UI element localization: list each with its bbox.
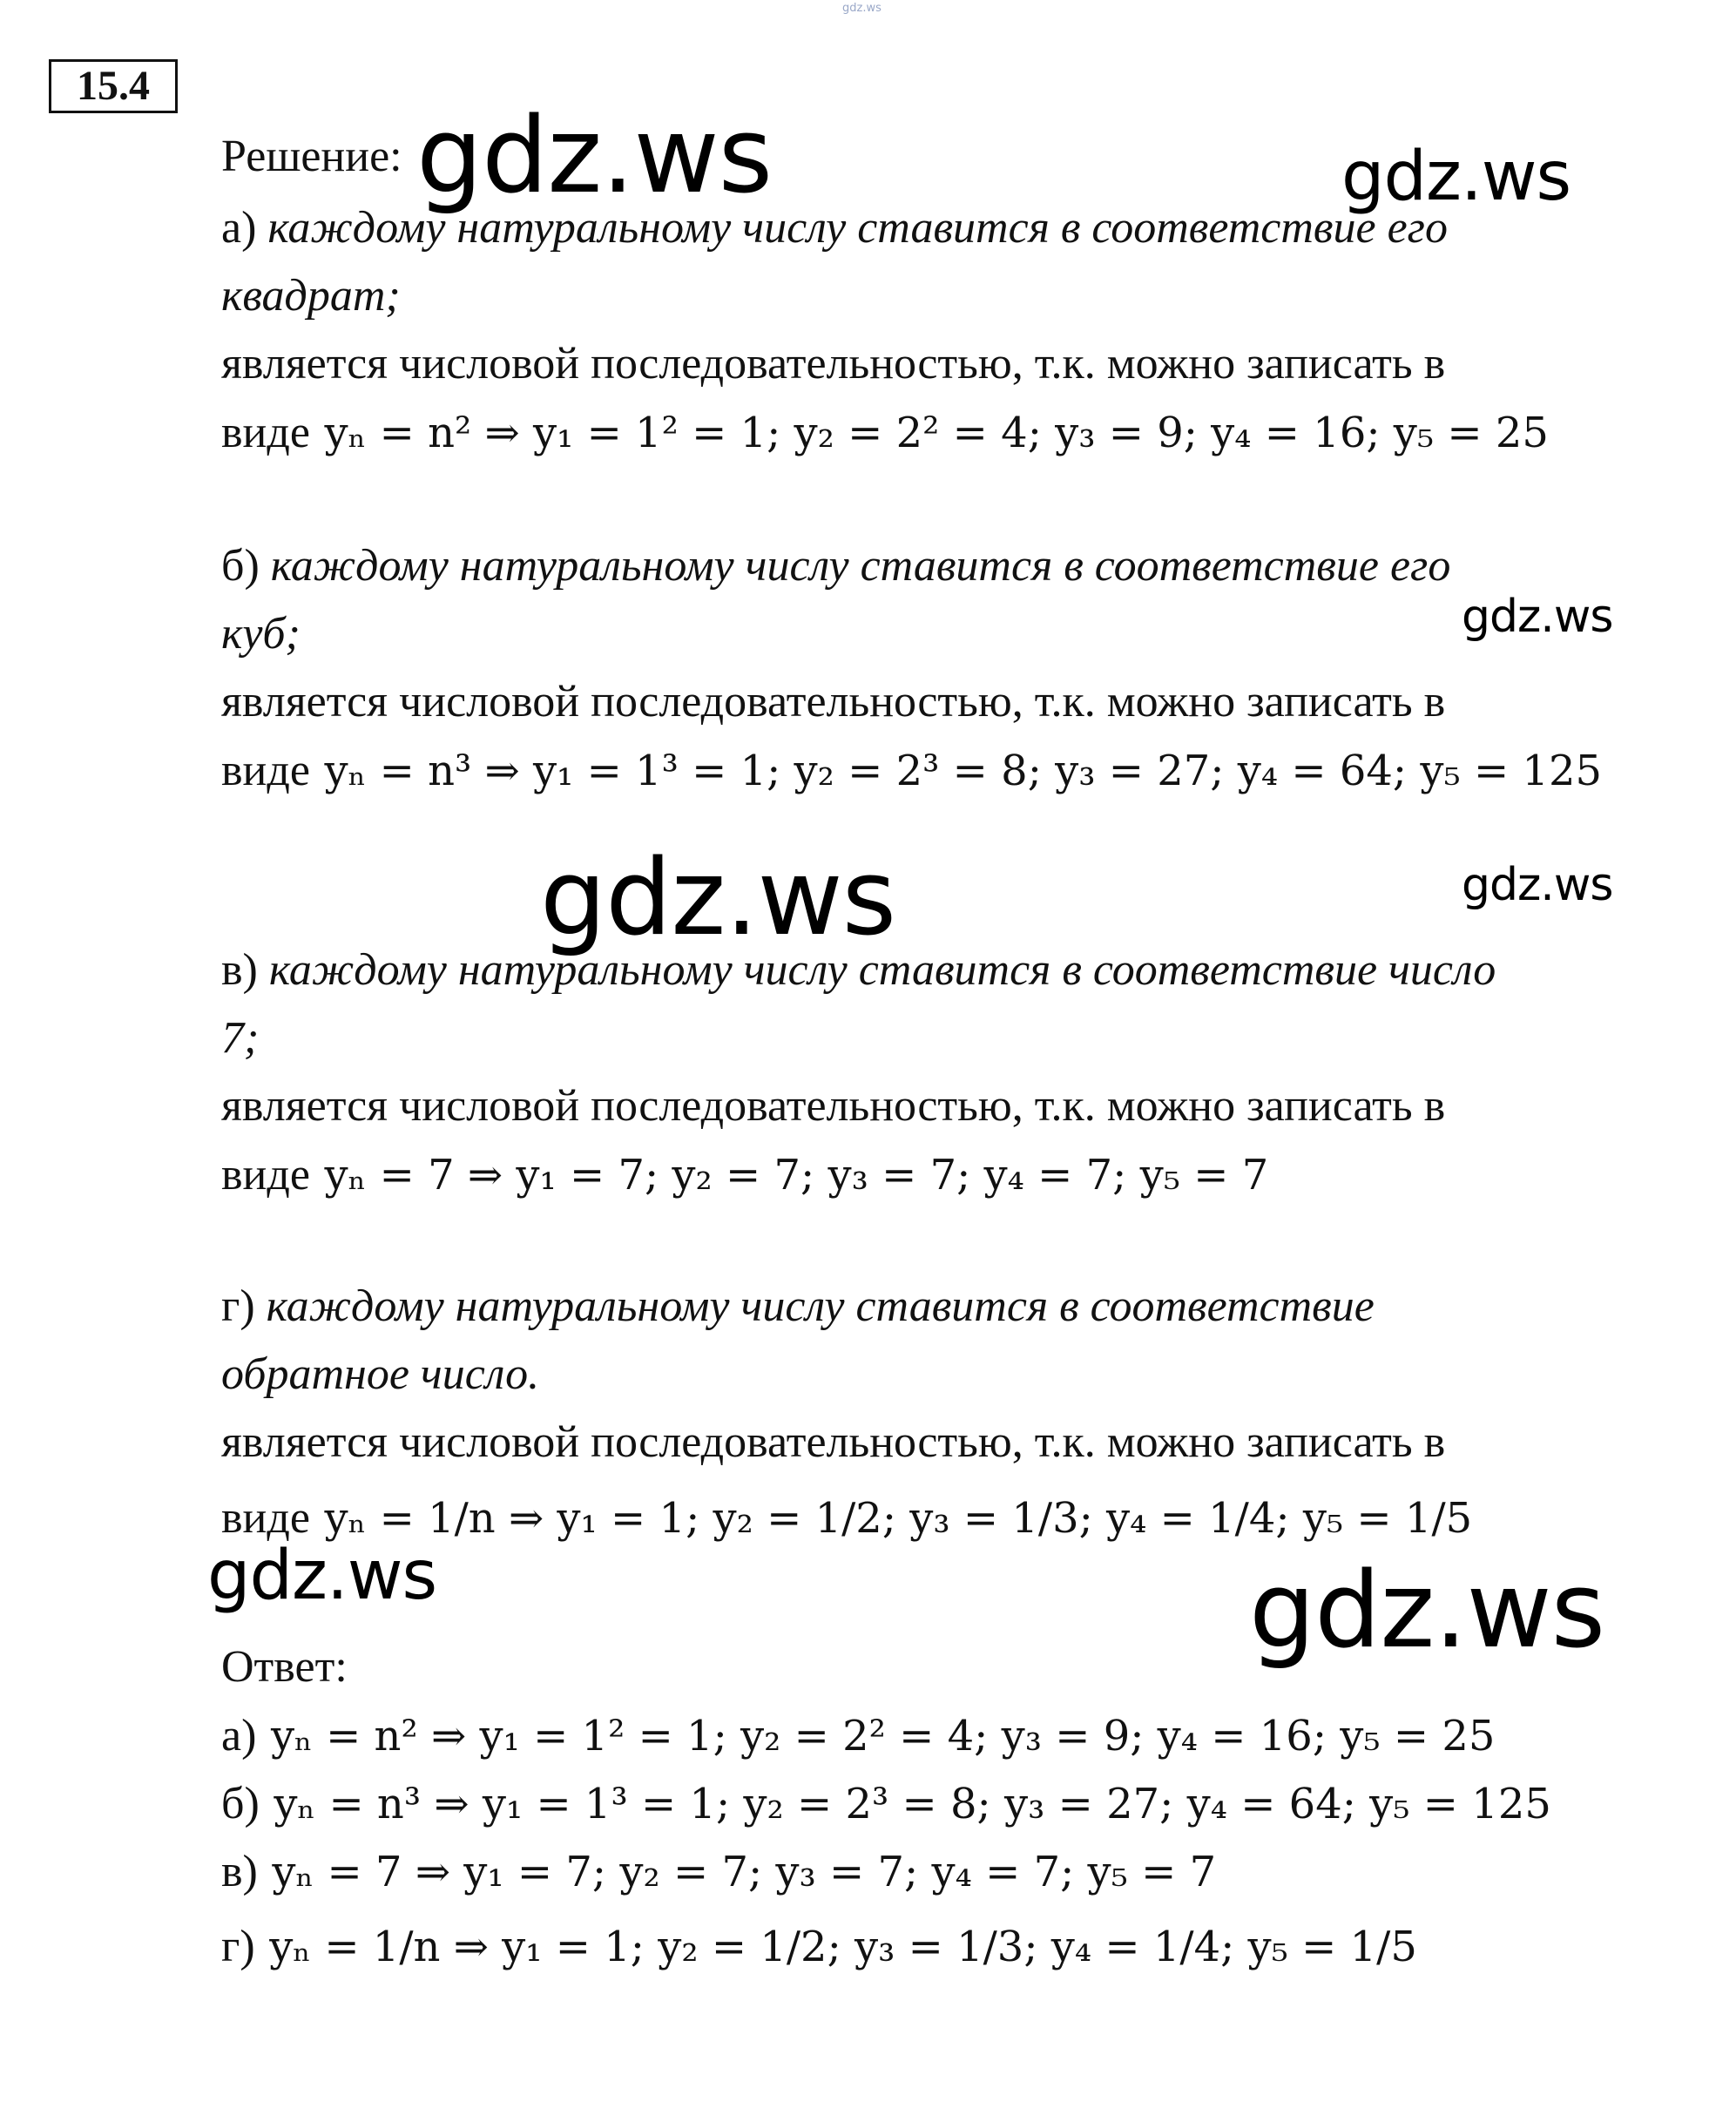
part-g-line2: обратное число. [221, 1349, 540, 1399]
part-g-vide: виде [221, 1493, 310, 1543]
answer-g-label: г) [221, 1922, 255, 1971]
watermark-2: gdz.ws [1341, 138, 1571, 216]
watermark-4: gdz.ws [540, 838, 896, 959]
answer-g-formula: yₙ = 1/n ⇒ y₁ = 1; y₂ = 1/2; y₃ = 1/3; y₄ = 1/4; y₅ = 1/5 [269, 1923, 1417, 1971]
part-v-line2: 7; [221, 1013, 260, 1063]
part-b-formula: yₙ = n³ ⇒ y₁ = 1³ = 1; y₂ = 2³ = 8; y₃ = 27; y₄ = 64; y₅ = 125 [324, 747, 1603, 795]
part-v-label: в) [221, 945, 258, 995]
answer-v-label: в) [221, 1847, 258, 1896]
part-v-intro: является числовой последовательностью, т.к. можно записать в [221, 1081, 1446, 1131]
problem-number: 15.4 [49, 59, 178, 113]
part-a-label: а) [221, 203, 257, 253]
part-b-line2: куб; [221, 609, 301, 659]
watermark-1: gdz.ws [416, 96, 773, 217]
answer-b-label: б) [221, 1779, 260, 1828]
answer-a-label: а) [221, 1711, 257, 1761]
part-a-vide: виде [221, 408, 310, 457]
watermark-5: gdz.ws [1462, 859, 1613, 911]
part-a-line1: каждому натуральному числу ставится в соответствие его [267, 203, 1448, 253]
header-watermark: gdz.ws [842, 2, 882, 15]
part-a-formula: yₙ = n² ⇒ y₁ = 1² = 1; y₂ = 2² = 4; y₃ = 9; y₄ = 16; y₅ = 25 [324, 409, 1549, 457]
part-a-formula-line [221, 406, 1549, 459]
answer-v [221, 1845, 1216, 1898]
watermark-6: gdz.ws [207, 1537, 437, 1615]
part-v-formula-line [221, 1148, 1268, 1201]
part-v-vide: виде [221, 1150, 310, 1200]
part-g-label: г) [221, 1281, 255, 1331]
watermark-3: gdz.ws [1462, 591, 1613, 643]
part-g-line1: каждому натуральному числу ставится в соответствие [266, 1281, 1375, 1331]
part-g-formula: yₙ = 1/n ⇒ y₁ = 1; y₂ = 1/2; y₃ = 1/3; y₄ = 1/4; y₅ = 1/5 [324, 1494, 1473, 1543]
answer-a-formula: yₙ = n² ⇒ y₁ = 1² = 1; y₂ = 2² = 4; y₃ = 9; y₄ = 16; y₅ = 25 [270, 1712, 1496, 1761]
part-b-label: б) [221, 541, 260, 591]
answer-b-formula: yₙ = n³ ⇒ y₁ = 1³ = 1; y₂ = 2³ = 8; y₃ = 27; y₄ = 64; y₅ = 125 [274, 1780, 1551, 1828]
part-g-description [221, 1281, 1375, 1333]
part-g-intro: является числовой последовательностью, т.к. можно записать в [221, 1417, 1446, 1467]
part-a-line2: квадрат; [221, 271, 401, 321]
part-b-formula-line [221, 744, 1602, 797]
part-b-description [221, 540, 1450, 592]
part-v-line1: каждому натуральному числу ставится в соответствие число [268, 945, 1496, 995]
part-v-formula: yₙ = 7 ⇒ y₁ = 7; y₂ = 7; y₃ = 7; y₄ = 7; y₅ = 7 [324, 1151, 1269, 1200]
part-b-intro: является числовой последовательностью, т.к. можно записать в [221, 677, 1446, 727]
answer-b [221, 1777, 1551, 1830]
part-a-intro: является числовой последовательностью, т.к. можно записать в [221, 339, 1446, 389]
part-b-line1: каждому натуральному числу ставится в соответствие его [270, 541, 1451, 591]
answer-g [221, 1920, 1417, 1973]
watermark-7: gdz.ws [1249, 1551, 1605, 1672]
answer-a [221, 1709, 1495, 1762]
solution-label: Решение: [221, 132, 402, 181]
part-b-vide: виде [221, 746, 310, 795]
answer-label: Ответ: [221, 1642, 348, 1692]
part-a-description [221, 202, 1448, 254]
answer-v-formula: yₙ = 7 ⇒ y₁ = 7; y₂ = 7; y₃ = 7; y₄ = 7; y₅ = 7 [272, 1848, 1217, 1896]
